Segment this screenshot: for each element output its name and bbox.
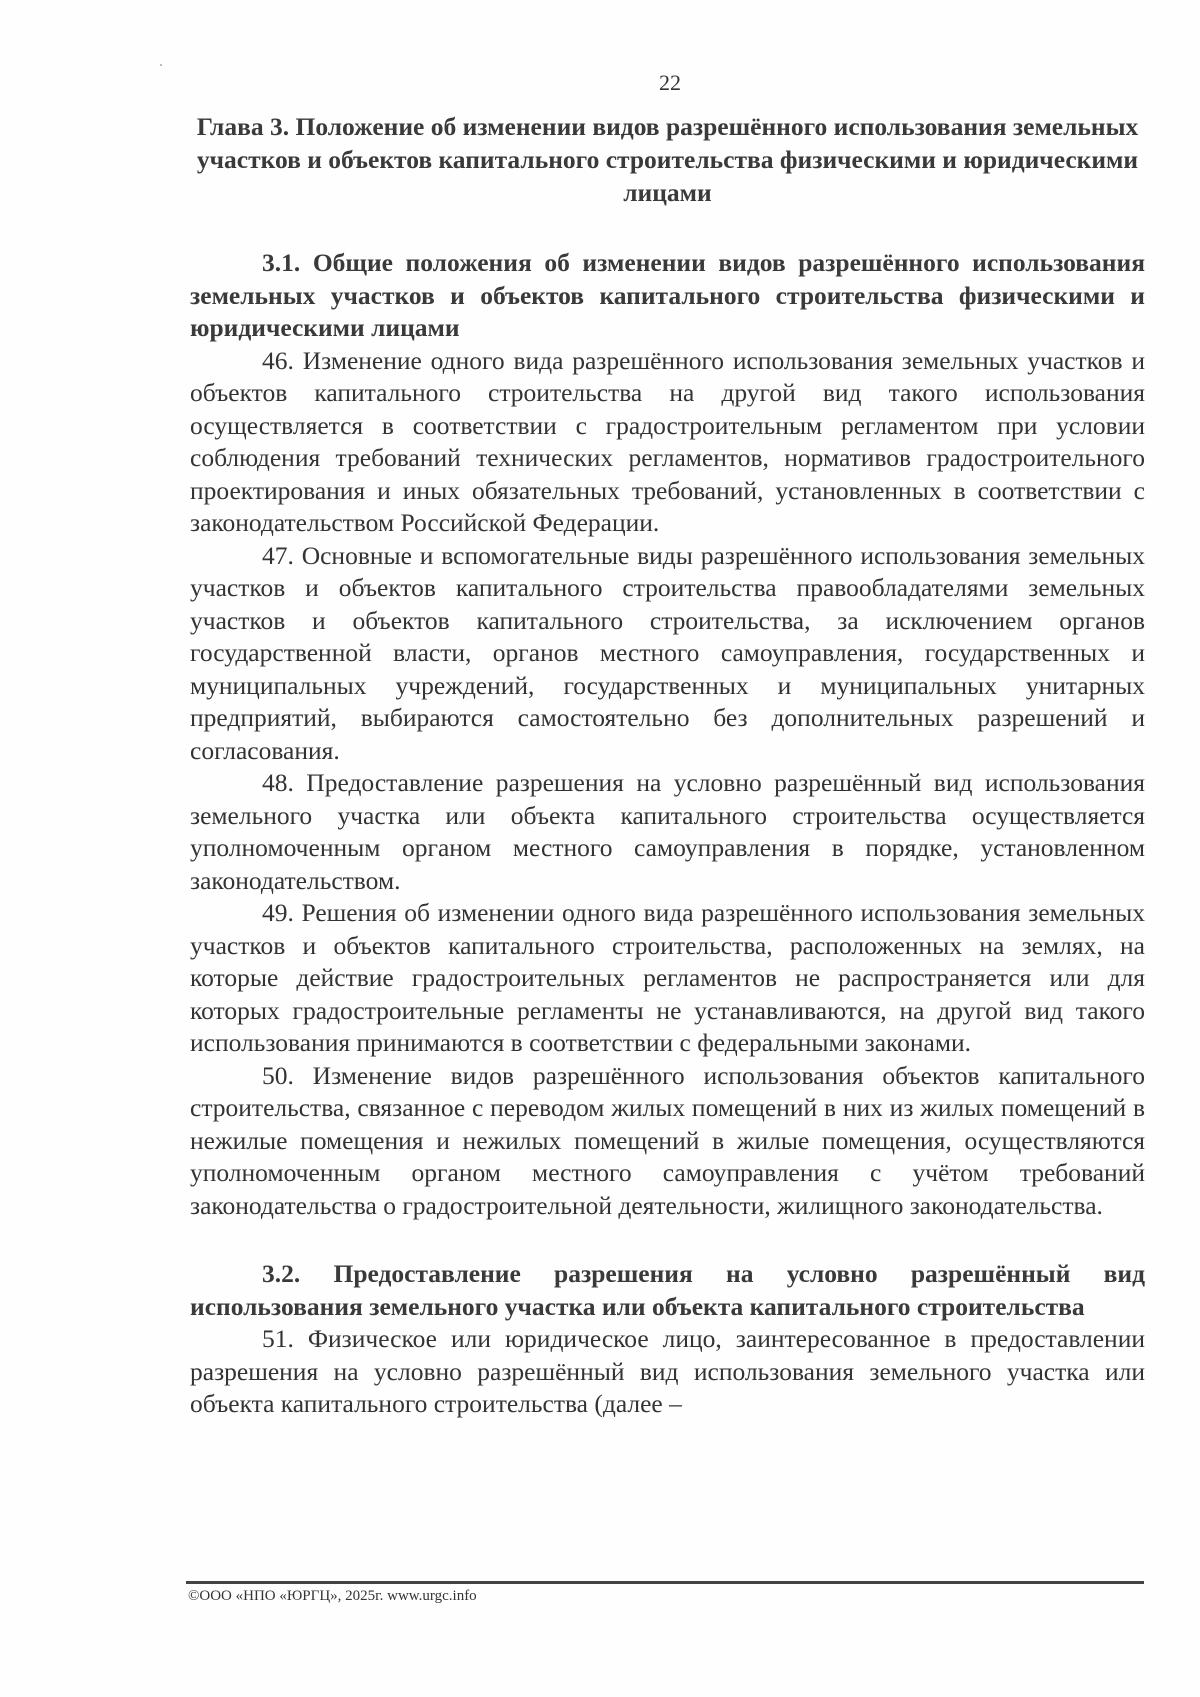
page-content — [190, 110, 1145, 1421]
scan-speck — [160, 64, 162, 66]
footer-divider — [186, 1581, 1144, 1584]
paragraph-46: 46. Изменение одного вида разрешённого использования земельных участков и объектов капитального строительства на другой вид такого использования осуществляется в соответствии с градостроительным регламентом при условии соблюдения требований технических регламентов, нормативов градостроительного проектирования и иных обязательных требований, установленных в соответствии с законодательством Российской Федерации. — [190, 345, 1145, 537]
paragraph-47: 47. Основные и вспомогательные виды разрешённого использования земельных участков и объектов капитального строительства правообладателями земельных участков и объектов капитального строительства, за исключением органов государственной власти, органов местного самоуправления, государственных и муниципальных учреждений, государственных и муниципальных унитарных предприятий, выбираются самостоятельно без дополнительных разрешений и согласования. — [190, 540, 1145, 765]
paragraph-51: 51. Физическое или юридическое лицо, заинтересованное в предоставлении разрешения на условно разрешённый вид использования земельного участка или объекта капитального строительства (далее – — [190, 1324, 1145, 1418]
chapter-title: Глава 3. Положение об изменении видов разрешённого использования земельных участков и объектов капитального строительства физическими и юридическими лицами — [196, 112, 1139, 207]
paragraph-48: 48. Предоставление разрешения на условно разрешённый вид использования земельного участка или объекта капитального строительства осуществляется уполномоченным органом местного самоуправления в порядке, установленном законодательством. — [190, 768, 1145, 895]
page-number: 22 — [659, 70, 681, 95]
paragraph-50: 50. Изменение видов разрешённого использования объектов капитального строительства, связанное с переводом жилых помещений в них из жилых помещений в нежилые помещения и нежилых помещений в жилые помещения, осуществляются уполномоченным органом местного самоуправления с учётом требований законодательства о градостроительной деятельности, жилищного законодательства. — [190, 1060, 1145, 1220]
footer-copyright: ©ООО «НПО «ЮРГЦ», 2025г. www.urgc.info — [188, 1588, 477, 1604]
section-heading-3-2: 3.2. Предоставление разрешения на условно разрешённый вид использования земельного участка или объекта капитального строительства — [190, 1259, 1145, 1321]
section-heading-3-1: 3.1. Общие положения об изменении видов разрешённого использования земельных участков и объектов капитального строительства физическими и юридическими лицами — [190, 248, 1145, 342]
paragraph-49: 49. Решения об изменении одного вида разрешённого использования земельных участков и объектов капитального строительства, расположенных на землях, на которые действие градостроительных регламентов не распространяется или для которых градостроительные регламенты не устанавливаются, на другой вид такого использования принимаются в соответствии с федеральными законами. — [190, 898, 1145, 1057]
